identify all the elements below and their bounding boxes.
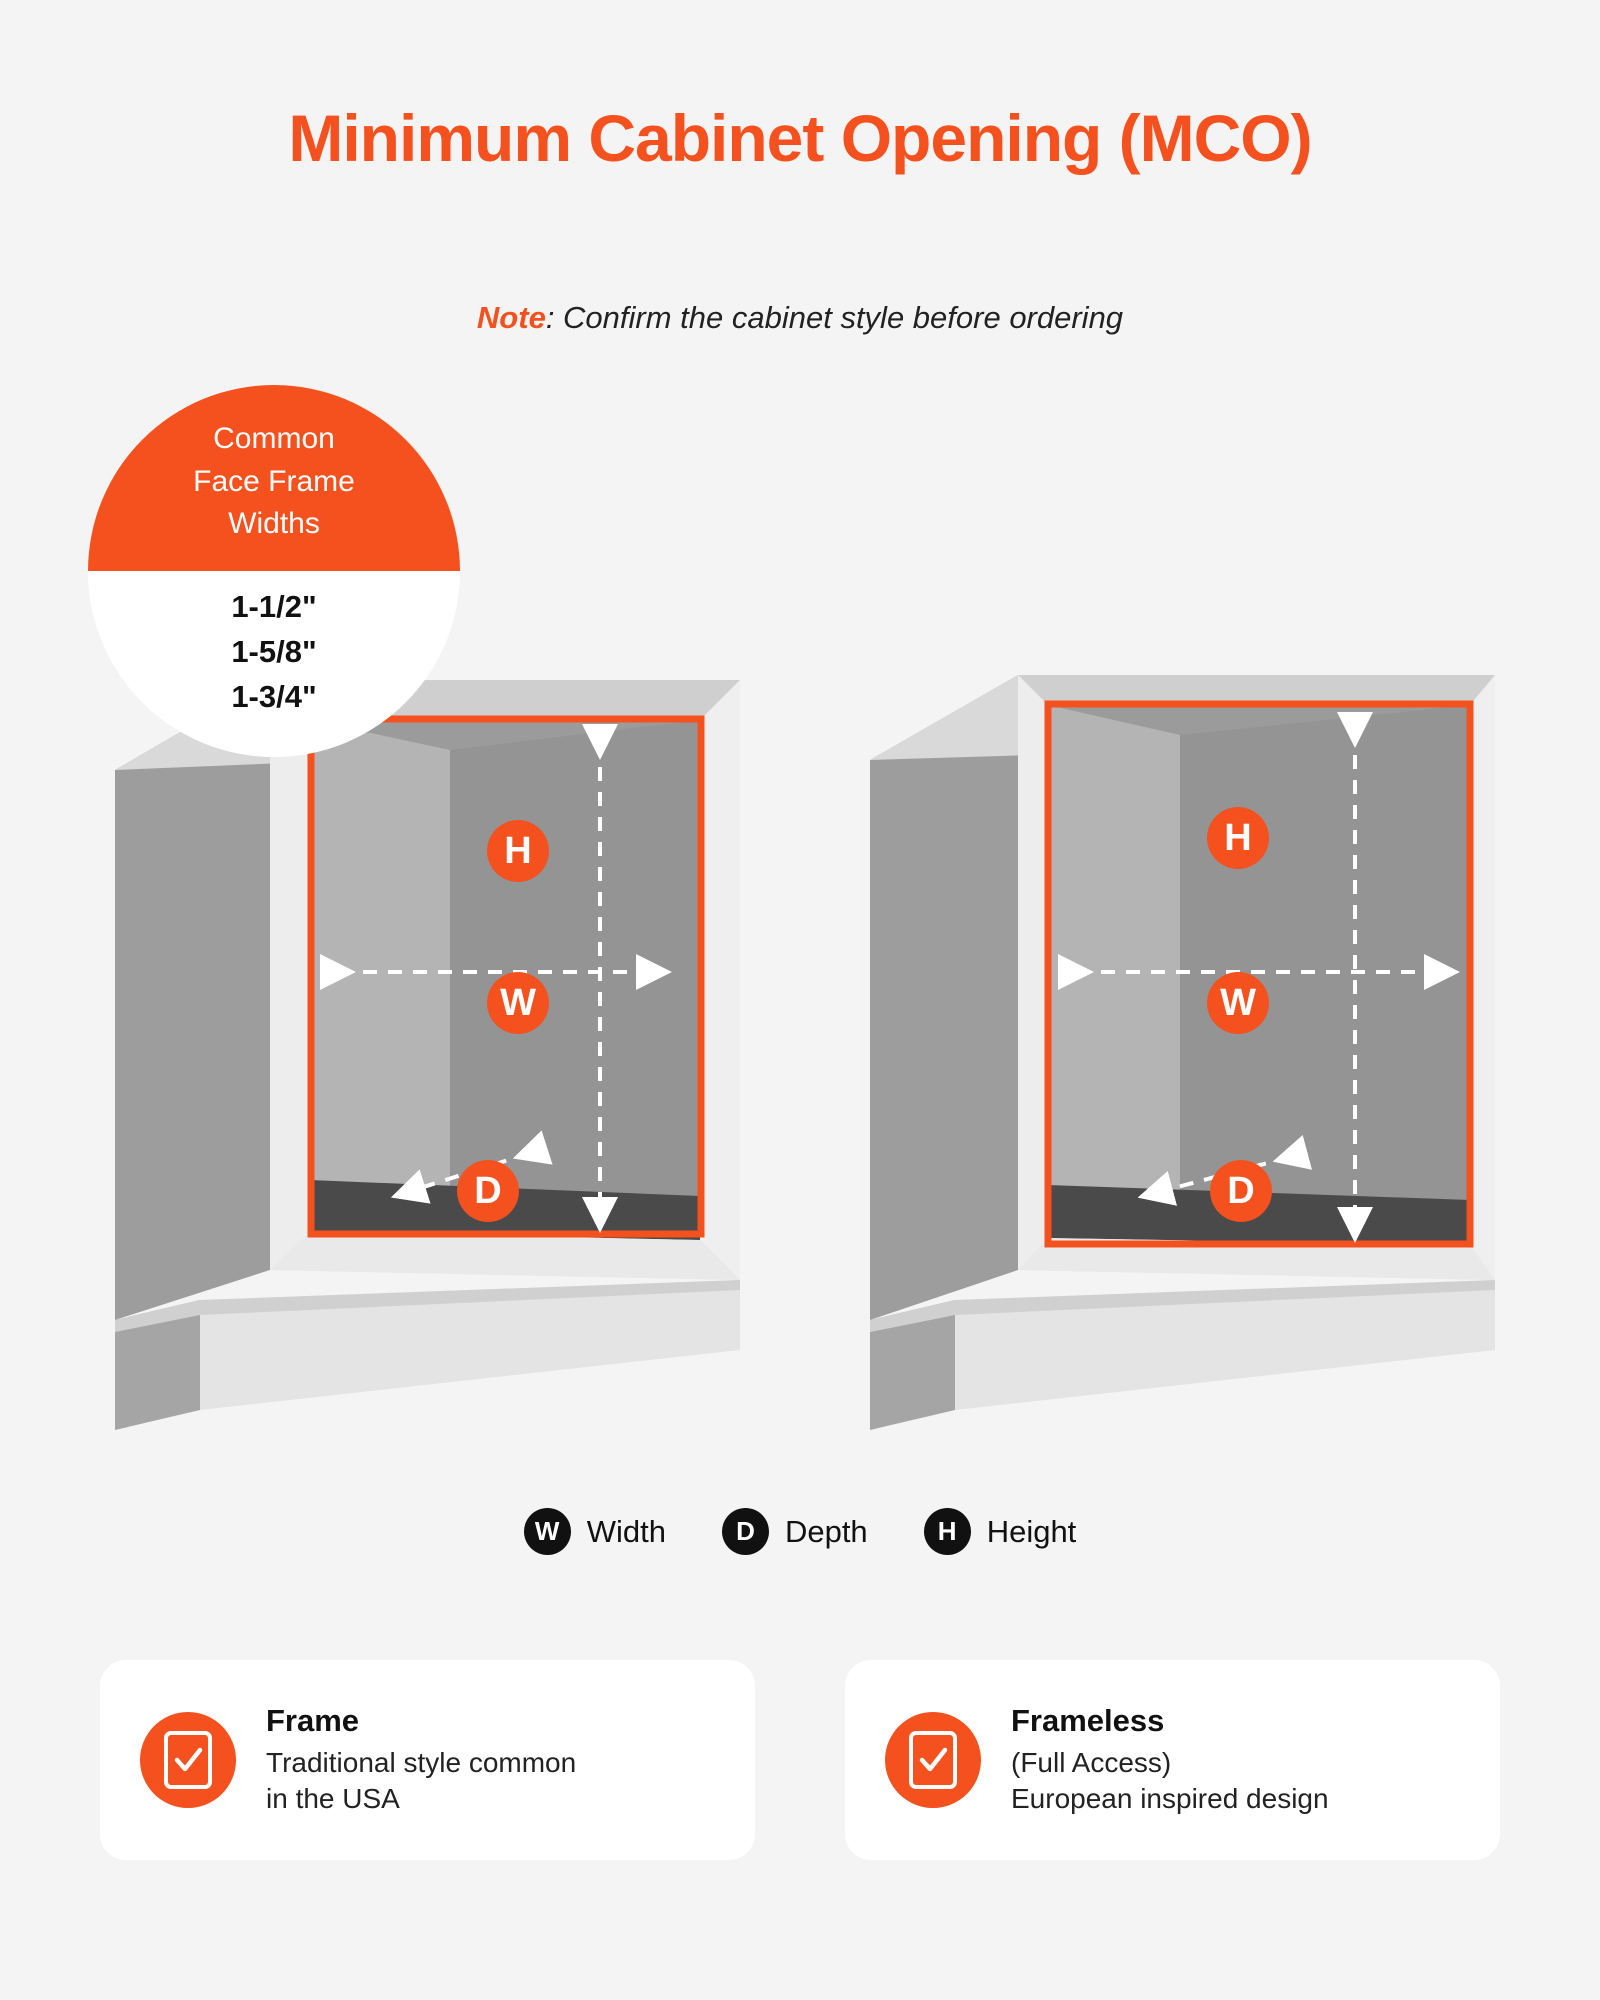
frameless-height-marker: H xyxy=(1207,807,1269,869)
note-label: Note xyxy=(476,300,546,335)
frameless-depth-marker: D xyxy=(1210,1160,1272,1222)
badge-width-1: 1-5/8" xyxy=(231,633,317,669)
legend-label-depth: Depth xyxy=(784,1513,868,1549)
card-frameless-title: Frameless xyxy=(1011,1703,1165,1739)
frame-cabinet xyxy=(115,680,740,1430)
frameless-cabinet xyxy=(870,675,1495,1430)
legend-item-depth xyxy=(722,1508,868,1555)
legend-symbol-depth: D xyxy=(722,1508,769,1555)
badge-heading xyxy=(88,385,460,571)
frame-depth-marker: D xyxy=(457,1160,519,1222)
badge-heading-line1: Common xyxy=(213,422,335,456)
badge-heading-line2: Face Frame xyxy=(193,464,355,498)
card-frameless-line2: European inspired design xyxy=(1011,1783,1329,1814)
style-cards xyxy=(100,1660,1500,1860)
badge-width-2: 1-3/4" xyxy=(231,678,317,714)
card-frame-line1: Traditional style common xyxy=(266,1747,577,1779)
legend-label-height: Height xyxy=(986,1513,1077,1549)
cabinet-check-icon xyxy=(140,1712,236,1808)
frameless-width-marker: W xyxy=(1207,972,1269,1034)
card-frameless xyxy=(845,1660,1500,1860)
frame-height-marker: H xyxy=(487,820,549,882)
legend-symbol-height: H xyxy=(924,1508,971,1555)
card-frameless-text xyxy=(1011,1703,1329,1817)
legend-symbol-width: W xyxy=(524,1508,571,1555)
card-frameless-line1: (Full Access) xyxy=(1011,1747,1172,1779)
badge-width-0: 1-1/2" xyxy=(231,589,317,624)
page-title: Minimum Cabinet Opening (MCO) xyxy=(288,101,1312,175)
legend-item-width xyxy=(524,1508,666,1555)
card-frame-line2: in the USA xyxy=(266,1783,400,1814)
card-frame xyxy=(100,1660,755,1860)
face-frame-widths-badge xyxy=(88,385,460,757)
legend xyxy=(0,1508,1600,1555)
note-rest: : Confirm the cabinet style before ordering xyxy=(545,300,1124,335)
legend-label-width: Width xyxy=(586,1513,666,1549)
badge-heading-line3: Widths xyxy=(228,507,320,541)
note-text xyxy=(0,300,1600,336)
frame-width-marker: W xyxy=(487,972,549,1034)
card-frame-text xyxy=(266,1703,576,1817)
legend-item-height xyxy=(924,1508,1077,1555)
card-frame-title: Frame xyxy=(266,1703,360,1739)
cabinet-check-icon xyxy=(885,1712,981,1808)
